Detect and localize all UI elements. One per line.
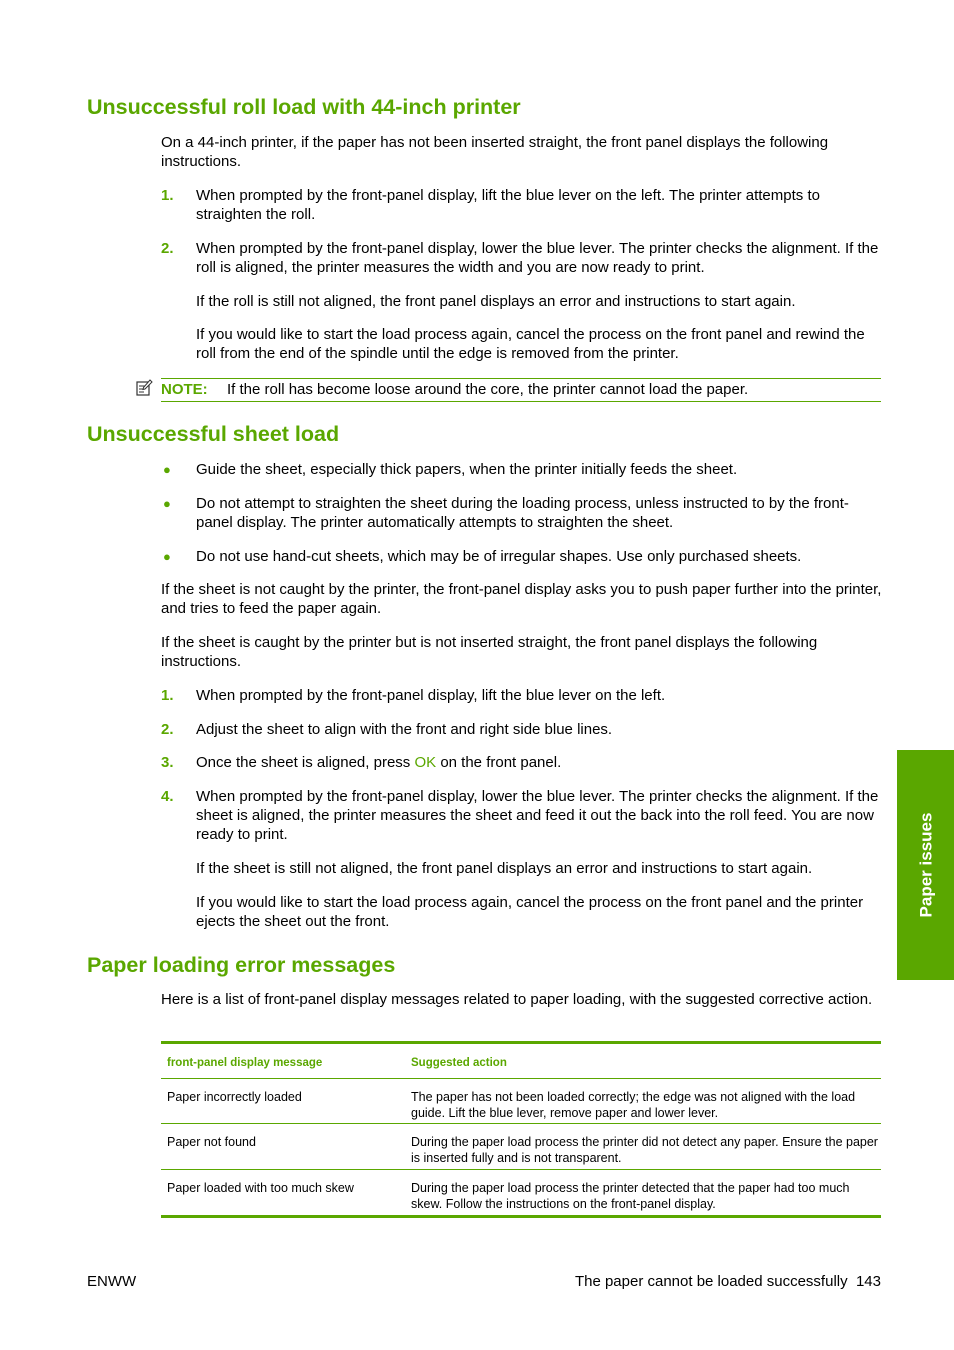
- note-label: NOTE:: [161, 381, 208, 398]
- table-header-row: [161, 1044, 881, 1079]
- step-text: Adjust the sheet to align with the front and right side blue lines.: [196, 721, 613, 738]
- step-text: When prompted by the front-panel display, lower the blue lever. The printer checks the alignment. If the sheet is aligned, the printer measures the sheet and feed it out the back into the roll feed. You are now ready to print.: [196, 788, 879, 843]
- step-text-pre: Once the sheet is aligned, press: [196, 754, 415, 771]
- bullet-icon: ●: [163, 496, 171, 511]
- step-text: When prompted by the front-panel display, lower the blue lever. The printer checks the alignment. If the roll is aligned, the printer measures the width and you are now ready to print.: [196, 240, 879, 276]
- table-cell-message: Paper loaded with too much skew: [167, 1181, 354, 1195]
- roll-intro: On a 44-inch printer, if the paper has not been inserted straight, the front panel displays the following instructions.: [161, 134, 829, 170]
- table-cell-action: During the paper load process the printer detected that the paper had too much skew. Follow the instructions on the front-panel display.: [411, 1181, 850, 1211]
- footer-right: [575, 1272, 881, 1291]
- bullet-icon: ●: [163, 549, 171, 564]
- table-cell-action: The paper has not been loaded correctly; the edge was not aligned with the load guide. Lift the blue lever, remove paper and lower lever.: [411, 1090, 856, 1120]
- step-text: [196, 753, 883, 772]
- step-number: 1.: [161, 687, 174, 704]
- step-continuation: If you would like to start the load process again, cancel the process on the front panel and the printer ejects the sheet out the front.: [196, 894, 864, 930]
- heading-error-messages: Paper loading error messages: [87, 953, 396, 977]
- note-icon: [135, 379, 153, 397]
- error-table: [161, 1041, 881, 1218]
- chapter-side-tab-label: Paper issues: [916, 812, 935, 918]
- note-box: [161, 378, 881, 402]
- bullet-text: Guide the sheet, especially thick papers, when the printer initially feeds the sheet.: [196, 461, 738, 478]
- step-number: 1.: [161, 187, 174, 204]
- sheet-paragraph: If the sheet is not caught by the printer, the front-panel display asks you to push paper further into the printer, and tries to feed the paper again.: [161, 581, 882, 617]
- ok-key-label: OK: [414, 754, 437, 771]
- heading-sheet-load: Unsuccessful sheet load: [87, 422, 340, 446]
- step-number: 2.: [161, 240, 174, 257]
- table-row: [161, 1123, 881, 1169]
- chapter-side-tab: [897, 750, 954, 980]
- step-number: 3.: [161, 754, 174, 771]
- step-text-post: on the front panel.: [436, 754, 562, 771]
- bullet-text: Do not attempt to straighten the sheet during the loading process, unless instructed to by the front-panel display. The printer automatically attempts to straighten the sheet.: [196, 495, 849, 531]
- note-text: If the roll has become loose around the core, the printer cannot load the paper.: [227, 381, 749, 398]
- step-continuation: If the sheet is still not aligned, the front panel displays an error and instructions to start again.: [196, 860, 813, 877]
- sheet-paragraph: If the sheet is caught by the printer but is not inserted straight, the front panel displays the following instructions.: [161, 634, 818, 670]
- heading-roll-load: Unsuccessful roll load with 44-inch printer: [87, 95, 521, 119]
- table-cell-message: Paper incorrectly loaded: [167, 1090, 302, 1104]
- table-cell-action: During the paper load process the printer did not detect any paper. Ensure the paper is inserted fully and is not transparent.: [411, 1135, 878, 1165]
- errors-intro: Here is a list of front-panel display messages related to paper loading, with the suggested corrective action.: [161, 991, 873, 1008]
- step-continuation: If the roll is still not aligned, the front panel displays an error and instructions to start again.: [196, 293, 796, 310]
- table-header-cell: Suggested action: [411, 1057, 507, 1069]
- footer-left: ENWW: [87, 1273, 137, 1290]
- table-row: [161, 1169, 881, 1215]
- table-cell-message: Paper not found: [167, 1135, 256, 1149]
- step-text: When prompted by the front-panel display, lift the blue lever on the left. The printer attempts to straighten the roll.: [196, 187, 820, 223]
- step-text: When prompted by the front-panel display, lift the blue lever on the left.: [196, 687, 666, 704]
- footer-title: The paper cannot be loaded successfully: [574, 1273, 848, 1290]
- bullet-text: Do not use hand-cut sheets, which may be of irregular shapes. Use only purchased sheets.: [196, 548, 802, 565]
- table-row: [161, 1079, 881, 1123]
- step-continuation: If you would like to start the load process again, cancel the process on the front panel and rewind the roll from the end of the spindle until the edge is removed from the printer.: [196, 326, 865, 362]
- bullet-icon: ●: [163, 462, 171, 477]
- step-number: 2.: [161, 721, 174, 738]
- step-number: 4.: [161, 788, 174, 805]
- page-number: 143: [855, 1273, 881, 1290]
- table-header-cell: front-panel display message: [167, 1057, 323, 1069]
